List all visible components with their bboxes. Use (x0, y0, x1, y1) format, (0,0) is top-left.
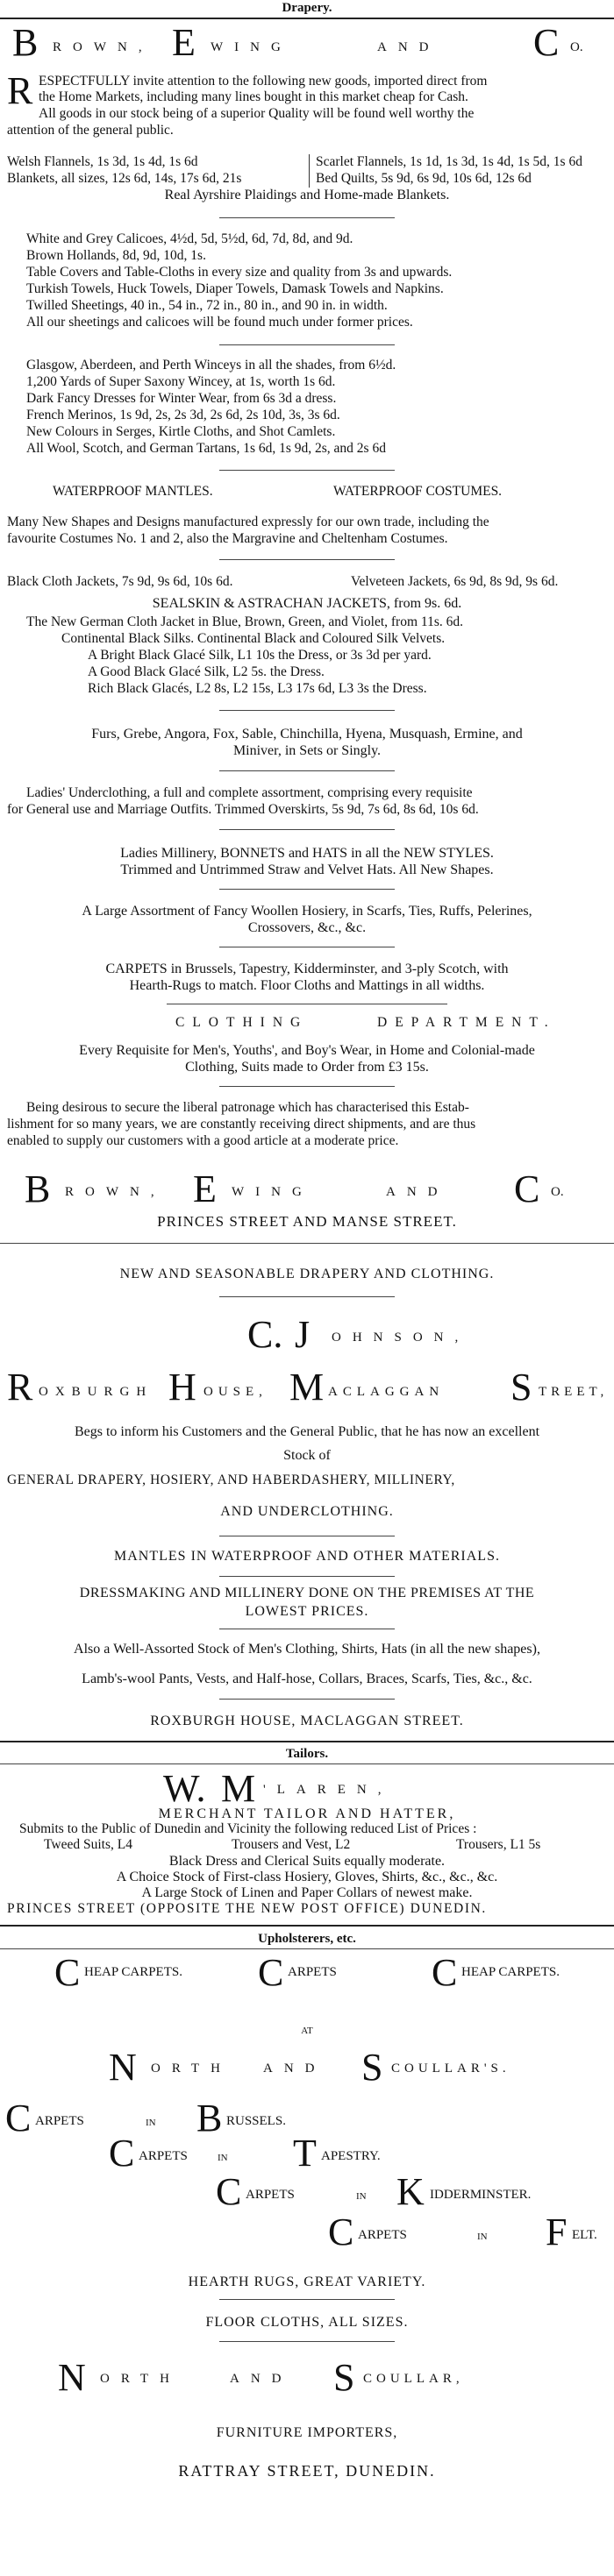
divider (0, 1925, 614, 1927)
heading-waterproof-mantles: WATERPROOF MANTLES. (53, 484, 213, 499)
heading-sealskin: SEALSKIN & ASTRACHAN JACKETS, from 9s. 6d. (152, 596, 462, 611)
text-line: MANTLES IN WATERPROOF AND OTHER MATERIALS. (114, 1549, 500, 1564)
section-heading-tailors: Tailors. (285, 1747, 329, 1761)
price-line: French Merinos, 1s 9d, 2s, 2s 3d, 2s 6d, 2s 10d, 3s, 3s 6d. (26, 408, 340, 422)
price-line: Dark Fancy Dresses for Winter Wear, from 6s 3d a dress. (26, 391, 337, 406)
north-scoullar-heading: N ORTH AND S COULLAR'S. (109, 2046, 510, 2089)
price-line: Table Covers and Table-Cloths in every size and quality from 3s and upwards. (26, 265, 453, 280)
price-line: 1,200 Yards of Super Saxony Wincey, at 1s, worth 1s 6d. (26, 374, 336, 389)
divider (219, 1296, 395, 1297)
text-at: AT (301, 2026, 313, 2036)
divider (219, 1576, 395, 1577)
text-line: CARPETS in Brussels, Tapestry, Kidderminster, and 3-ply Scotch, with (105, 962, 509, 976)
divider (219, 1086, 395, 1087)
text-line: FURNITURE IMPORTERS, (216, 2425, 398, 2440)
text-line: Ladies Millinery, BONNETS and HATS in all the NEW STYLES. (120, 846, 494, 861)
price-line: Real Ayrshire Plaidings and Home-made Blankets. (164, 188, 450, 202)
divider (0, 1948, 614, 1949)
text-line: Crossovers, &c., &c. (247, 920, 367, 935)
text-line: enabled to supply our customers with a good article at a moderate price. (7, 1133, 399, 1148)
divider (219, 2341, 395, 2342)
price-line: Glasgow, Aberdeen, and Perth Winceys in all the shades, from 6½d. (26, 358, 396, 373)
text-line: A Large Stock of Linen and Paper Collars of newest make. (141, 1885, 473, 1900)
divider (219, 1699, 395, 1700)
price-line: Rich Black Glacés, L2 8s, L2 15s, L3 17s 6d, L3 3s the Dress. (88, 681, 427, 696)
cheap-carpets-line: C HEAP CARPETS. C ARPETS C HEAP CARPETS. (54, 1951, 560, 1994)
divider (219, 770, 395, 771)
price-line: Turkish Towels, Huck Towels, Diaper Towels, Damask Towels and Napkins. (26, 281, 444, 296)
price-line: Trousers, L1 5s (456, 1837, 541, 1852)
price-line: Brown Hollands, 8d, 9d, 10d, 1s. (26, 248, 206, 263)
brown-ewing-address: PRINCES STREET AND MANSE STREET. (157, 1213, 457, 1230)
drop-cap: R (7, 69, 33, 112)
text-line: lishment for so many years, we are constantly receiving direct shipments, and are thus (7, 1117, 476, 1132)
section-heading-upholsterers: Upholsterers, etc. (258, 1932, 356, 1946)
divider (219, 829, 395, 830)
price-line: White and Grey Calicoes, 4½d, 5d, 5½d, 6d, 7d, 8d, and 9d. (26, 231, 353, 246)
divider (0, 18, 614, 19)
text-line: Furs, Grebe, Angora, Fox, Sable, Chinchilla, Hyena, Musquash, Ermine, and (91, 727, 523, 742)
text-line: Trimmed and Untrimmed Straw and Velvet Hats. All New Shapes. (120, 862, 494, 877)
price-line: Black Cloth Jackets, 7s 9d, 9s 6d, 10s 6d. (7, 574, 233, 589)
text-line: DRESSMAKING AND MILLINERY DONE ON THE PREMISES AT THE (79, 1586, 535, 1600)
divider (219, 2299, 395, 2300)
text-line: Begs to inform his Customers and the General Public, that he has now an excellent (74, 1424, 540, 1439)
mclaren-name: W. M 'LAREN, (163, 1767, 393, 1810)
heading-clothing: CLOTHING (175, 1015, 309, 1030)
brown-ewing-title: B ROWN, E WING AND C O. (12, 21, 583, 64)
heading-waterproof-costumes: WATERPROOF COSTUMES. (333, 484, 503, 499)
text-line: Submits to the Public of Dunedin and Vicinity the following reduced List of Prices : (19, 1821, 477, 1836)
intro-line: attention of the general public. (7, 123, 174, 138)
column-separator (309, 154, 310, 188)
price-line: All our sheetings and calicoes will be found much under former prices. (26, 315, 413, 330)
price-line: Twilled Sheetings, 40 in., 54 in., 72 in., 80 in., and 90 in. in width. (26, 298, 388, 313)
price-line: Trousers and Vest, L2 (232, 1837, 351, 1852)
text-line: Hearth-Rugs to match. Floor Cloths and Mattings in all widths. (129, 978, 485, 993)
carpets-tapestry-line: C ARPETS IN T APESTRY. (109, 2132, 381, 2175)
divider (0, 1741, 614, 1742)
text-line: Black Dress and Clerical Suits equally moderate. (168, 1854, 446, 1869)
price-line: A Good Black Glacé Silk, L2 5s. the Dress. (88, 664, 325, 679)
text-line: GENERAL DRAPERY, HOSIERY, AND HABERDASHERY, MILLINERY, (7, 1473, 455, 1487)
price-line: Blankets, all sizes, 12s 6d, 14s, 17s 6d, 21s (7, 171, 242, 186)
divider (0, 1243, 614, 1244)
text-line: A Large Assortment of Fancy Woollen Hosiery, in Scarfs, Ties, Ruffs, Pelerines, (82, 904, 532, 919)
text-line: Stock of (283, 1448, 331, 1463)
intro-line: the Home Markets, including many lines bought in this market cheap for Cash. (39, 89, 468, 104)
carpets-brussels-line: C ARPETS IN B RUSSELS. (5, 2097, 286, 2140)
text-line: Also a Well-Assorted Stock of Men's Clothing, Shirts, Hats (in all the new shapes), (74, 1642, 540, 1657)
johnson-name: C. J OHNSON, (247, 1313, 470, 1356)
price-line: Velveteen Jackets, 6s 9d, 8s 9d, 9s 6d. (351, 574, 559, 589)
mclaren-trade: MERCHANT TAILOR AND HATTER, (158, 1806, 456, 1821)
divider (219, 470, 395, 471)
intro-line: ESPECTFULLY invite attention to the following new goods, imported direct from (39, 74, 488, 89)
text-line: Being desirous to secure the liberal patronage which has characterised this Estab- (26, 1100, 469, 1115)
price-line: A Bright Black Glacé Silk, L1 10s the Dress, or 3s 3d per yard. (88, 648, 432, 663)
text-line: AND UNDERCLOTHING. (220, 1504, 394, 1519)
divider (219, 559, 395, 560)
divider (0, 1763, 614, 1764)
divider (219, 217, 395, 218)
roxburgh-house-heading: R OXBURGH H OUSE, M ACLAGGAN S TREET, (7, 1366, 609, 1409)
text-line: Clothing, Suits made to Order from £3 15s. (185, 1060, 429, 1075)
text-line: Every Requisite for Men's, Youths', and Boy's Wear, in Home and Colonial-made (79, 1043, 535, 1058)
price-line: Scarlet Flannels, 1s 1d, 1s 3d, 1s 4d, 1s 5d, 1s 6d (316, 154, 582, 169)
mclaren-address: PRINCES STREET (OPPOSITE THE NEW POST OFFICE) DUNEDIN. (7, 1901, 487, 1916)
section-heading-drapery: Drapery. (282, 1, 332, 15)
text-line: HEARTH RUGS, GREAT VARIETY. (188, 2274, 426, 2289)
intro-line: All goods in our stock being of a superior Quality will be found well worthy the (39, 106, 475, 121)
brown-ewing-signature: B ROWN, E WING AND C O. (25, 1167, 564, 1210)
text-line: FLOOR CLOTHS, ALL SIZES. (205, 2315, 409, 2330)
text-line: Many New Shapes and Designs manufactured expressly for our own trade, including the (7, 514, 489, 529)
price-line: All Wool, Scotch, and German Tartans, 1s 6d, 1s 9d, 2s, and 2s 6d (26, 441, 386, 456)
divider (219, 710, 395, 711)
heading-department: DEPARTMENT. (377, 1015, 556, 1030)
text-line: Miniver, in Sets or Singly. (232, 743, 382, 758)
price-line: Tweed Suits, L4 (44, 1837, 132, 1852)
price-line: Continental Black Silks. Continental Black and Coloured Silk Velvets. (61, 631, 446, 646)
price-line: Bed Quilts, 5s 9d, 6s 9d, 10s 6d, 12s 6d (316, 171, 532, 186)
text-line: favourite Costumes No. 1 and 2, also the Margravine and Cheltenham Costumes. (7, 531, 448, 546)
text-line: Lamb's-wool Pants, Vests, and Half-hose, Collars, Braces, Scarfs, Ties, &c., &c. (82, 1671, 532, 1686)
text-line: Ladies' Underclothing, a full and complete assortment, comprising every requisite (26, 785, 473, 800)
price-line: New Colours in Serges, Kirtle Cloths, and Shot Camlets. (26, 424, 336, 439)
divider (219, 889, 395, 890)
text-line: for General use and Marriage Outfits. Trimmed Overskirts, 5s 9d, 7s 6d, 8s 6d, 10s 6d. (7, 802, 479, 817)
johnson-headline: NEW AND SEASONABLE DRAPERY AND CLOTHING. (119, 1267, 495, 1281)
text-line: A Choice Stock of First-class Hosiery, Gloves, Shirts, &c., &c., &c. (116, 1870, 498, 1884)
price-line: The New German Cloth Jacket in Blue, Brown, Green, and Violet, from 11s. 6d. (26, 614, 463, 629)
north-scoullar-signature: N ORTH AND S COULLAR, (58, 2356, 464, 2399)
price-line: Welsh Flannels, 1s 3d, 1s 4d, 1s 6d (7, 154, 198, 169)
north-scoullar-address: RATTRAY STREET, DUNEDIN. (178, 2462, 436, 2480)
carpets-felt-line: C ARPETS IN F ELT. (328, 2211, 597, 2253)
text-line: LOWEST PRICES. (245, 1604, 369, 1619)
carpets-kidderminster-line: C ARPETS IN K IDDERMINSTER. (216, 2170, 532, 2213)
johnson-address: ROXBURGH HOUSE, MACLAGGAN STREET. (150, 1714, 464, 1728)
divider (219, 344, 395, 345)
